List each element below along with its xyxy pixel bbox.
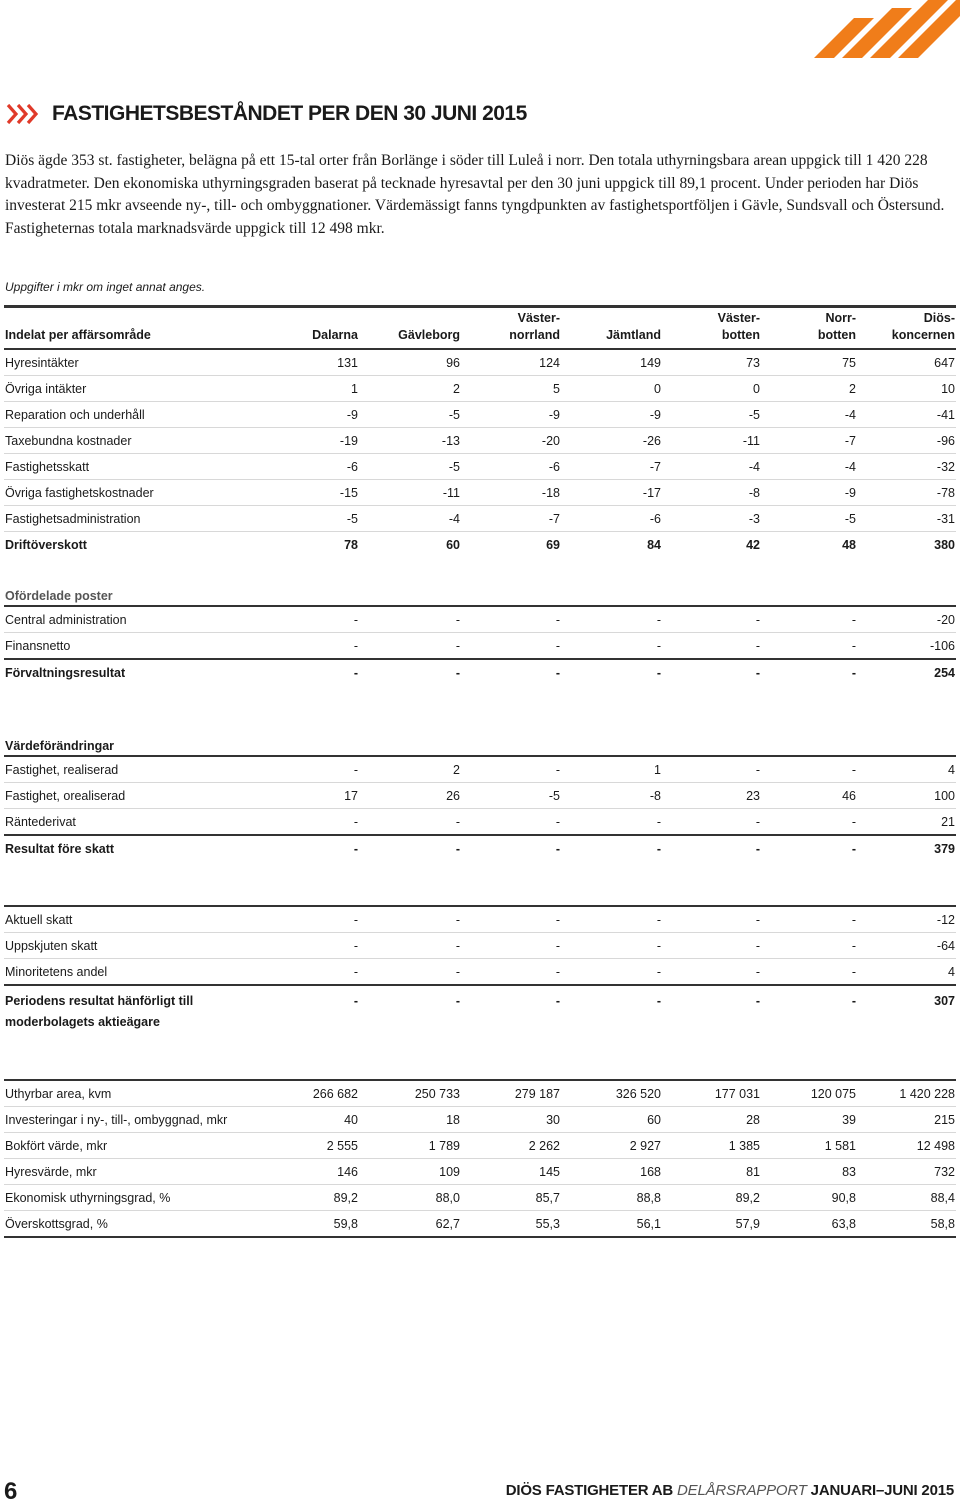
cell-value: -8 [662, 480, 761, 506]
table-row [4, 1133, 956, 1159]
cell-value: 26 [359, 783, 461, 809]
cell-value: -4 [359, 506, 461, 532]
row-label: Minoritetens andel [4, 959, 274, 986]
cell-value: 326 520 [561, 1080, 662, 1107]
cell-value: 5 [461, 376, 561, 402]
row-label: Reparation och underhåll [4, 402, 274, 428]
cell-value: 89,2 [662, 1185, 761, 1211]
cell-value: 0 [662, 376, 761, 402]
cell-value: 96 [359, 349, 461, 376]
cell-value: -5 [761, 506, 857, 532]
cell-value: -32 [857, 454, 956, 480]
cell-value: 124 [461, 349, 561, 376]
cell-value: - [359, 633, 461, 660]
table-row [4, 1080, 956, 1107]
cell-value: 75 [761, 349, 857, 376]
cell-value: 39 [761, 1107, 857, 1133]
cell-value: 83 [761, 1159, 857, 1185]
cell-value: - [662, 906, 761, 933]
cell-value: 84 [647, 537, 661, 552]
row-label: Uthyrbar area, kvm [4, 1080, 274, 1107]
cell-value: - [761, 756, 857, 783]
cell-value: - [851, 841, 856, 856]
cell-value: 266 682 [274, 1080, 359, 1107]
cell-value: - [561, 933, 662, 959]
company-logo [812, 0, 960, 58]
cell-value: 1 [561, 756, 662, 783]
cell-value: - [761, 933, 857, 959]
cell-value: -9 [461, 402, 561, 428]
cell-value: - [851, 665, 856, 680]
cell-value: - [274, 809, 359, 836]
cell-value: - [359, 933, 461, 959]
chevrons-icon [6, 103, 44, 125]
cell-value: 57,9 [662, 1211, 761, 1238]
cell-value: 55,3 [461, 1211, 561, 1238]
cell-value: 42 [746, 537, 760, 552]
cell-value: 63,8 [761, 1211, 857, 1238]
cell-value: - [656, 841, 661, 856]
cell-value: - [274, 933, 359, 959]
table-row [4, 376, 956, 402]
table-row [4, 506, 956, 532]
cell-value: 732 [857, 1159, 956, 1185]
table-row [4, 402, 956, 428]
cell-value: -6 [274, 454, 359, 480]
table-row [4, 1107, 956, 1133]
cell-value: 1 [274, 376, 359, 402]
cell-value: 380 [934, 537, 955, 552]
cell-value: 2 927 [561, 1133, 662, 1159]
section-title: Värdeförändringar [4, 729, 956, 756]
cell-value: 647 [857, 349, 956, 376]
cell-value: 88,0 [359, 1185, 461, 1211]
cell-value: 131 [274, 349, 359, 376]
cell-value: 0 [561, 376, 662, 402]
header-column: Norr- botten [761, 307, 857, 350]
cell-value: 100 [857, 783, 956, 809]
cell-value: -26 [561, 428, 662, 454]
cell-value: -96 [857, 428, 956, 454]
row-label: Resultat före skatt [5, 841, 115, 856]
table-row [4, 783, 956, 809]
cell-value: -64 [857, 933, 956, 959]
cell-value: - [461, 633, 561, 660]
cell-value: 120 075 [761, 1080, 857, 1107]
cell-value: - [561, 959, 662, 986]
header-label: Indelat per affärsområde [4, 307, 274, 350]
cell-value: - [461, 933, 561, 959]
cell-value: - [755, 841, 760, 856]
cell-value: - [761, 809, 857, 836]
cell-value: - [761, 906, 857, 933]
cell-value: - [274, 959, 359, 986]
cell-value: 88,8 [561, 1185, 662, 1211]
header-column: Väster- norrland [461, 307, 561, 350]
cell-value: 73 [662, 349, 761, 376]
cell-value: 21 [857, 809, 956, 836]
row-label: Fastighet, realiserad [4, 756, 274, 783]
row-label: Investeringar i ny-, till-, ombyggnad, mkr [4, 1107, 274, 1133]
cell-value: - [761, 633, 857, 660]
section-title-row [4, 579, 956, 606]
table-row [4, 454, 956, 480]
total-row [4, 532, 956, 558]
cell-value: - [353, 841, 358, 856]
cell-value: 17 [274, 783, 359, 809]
cell-value: -5 [662, 402, 761, 428]
cell-value: - [353, 994, 358, 1008]
footer-text [506, 1482, 954, 1499]
cell-value: 307 [934, 994, 955, 1008]
cell-value: 4 [857, 959, 956, 986]
table-row [4, 906, 956, 933]
cell-value: 1 420 228 [857, 1080, 956, 1107]
cell-value: -7 [461, 506, 561, 532]
cell-value: - [461, 959, 561, 986]
cell-value: 30 [461, 1107, 561, 1133]
cell-value: 46 [761, 783, 857, 809]
footer-company: DIÖS FASTIGHETER AB [505, 1482, 674, 1499]
cell-value: - [555, 841, 560, 856]
spacer-row [4, 685, 956, 707]
cell-value: -12 [857, 906, 956, 933]
cell-value: 90,8 [761, 1185, 857, 1211]
table-row [4, 1159, 956, 1185]
cell-value: - [662, 756, 761, 783]
cell-value: - [662, 809, 761, 836]
cell-value: - [662, 933, 761, 959]
cell-value: -20 [857, 606, 956, 633]
table-row [4, 480, 956, 506]
spacer-row [4, 707, 956, 729]
cell-value: 23 [662, 783, 761, 809]
cell-value: -5 [274, 506, 359, 532]
cell-value: 2 [359, 376, 461, 402]
cell-value: - [461, 756, 561, 783]
spacer-row [4, 557, 956, 579]
cell-value: 40 [274, 1107, 359, 1133]
cell-value: -5 [359, 402, 461, 428]
cell-value: - [461, 809, 561, 836]
header-column: Dalarna [274, 307, 359, 350]
total-row [4, 985, 956, 1035]
cell-value: - [755, 994, 760, 1008]
header-column: Gävleborg [359, 307, 461, 350]
intro-paragraph: Diös ägde 353 st. fastigheter, belägna på ett 15-tal orter från Borlänge i söder till Luleå i norr. Den totala uthyrningsbara arean uppgick till 1 420 228 kvadratmeter. Den ekonomiska uthyrningsgraden baserat på tecknade hyresavtal per den 30 juni uppgick till 89,1 procent. Under perioden har Diös investerat 215 mkr avseende ny-, till- och ombyggnationer. Värdemässigt fanns tyngdpunkten av fastighetsportföljen i Gävle, Sundsvall och Östersund. Fastigheternas totala marknadsvärde uppgick till 12 498 mkr. [5, 152, 945, 237]
row-label: Bokfört värde, mkr [4, 1133, 274, 1159]
row-label: Räntederivat [4, 809, 274, 836]
cell-value: 1 385 [662, 1133, 761, 1159]
cell-value: -5 [461, 783, 561, 809]
cell-value: -9 [761, 480, 857, 506]
cell-value: - [662, 959, 761, 986]
cell-value: - [555, 665, 560, 680]
cell-value: 145 [461, 1159, 561, 1185]
row-label: Aktuell skatt [4, 906, 274, 933]
cell-value: -5 [359, 454, 461, 480]
cell-value: - [656, 665, 661, 680]
cell-value: -6 [461, 454, 561, 480]
cell-value: -106 [857, 633, 956, 660]
cell-value: - [455, 841, 460, 856]
cell-value: - [359, 606, 461, 633]
cell-value: - [274, 756, 359, 783]
cell-value: 18 [359, 1107, 461, 1133]
cell-value: - [461, 606, 561, 633]
cell-value: 85,7 [461, 1185, 561, 1211]
cell-value: -6 [561, 506, 662, 532]
cell-value: -9 [274, 402, 359, 428]
table-row [4, 1185, 956, 1211]
row-label: Förvaltningsresultat [5, 665, 126, 680]
cell-value: 379 [934, 841, 955, 856]
cell-value: 48 [842, 537, 856, 552]
cell-value: 215 [857, 1107, 956, 1133]
cell-value: - [359, 906, 461, 933]
footer-report: DELÅRSRAPPORT [677, 1482, 807, 1499]
section-heading [6, 100, 527, 128]
cell-value: 109 [359, 1159, 461, 1185]
cell-value: 59,8 [274, 1211, 359, 1238]
cell-value: 69 [546, 537, 560, 552]
table-row [4, 959, 956, 986]
cell-value: 2 [761, 376, 857, 402]
cell-value: 4 [857, 756, 956, 783]
cell-value: - [761, 959, 857, 986]
row-label: Fastighet, orealiserad [4, 783, 274, 809]
cell-value: - [662, 606, 761, 633]
page-title: FASTIGHETSBESTÅNDET PER DEN 30 JUNI 2015 [52, 102, 527, 125]
total-row [4, 659, 956, 685]
cell-value: 2 555 [274, 1133, 359, 1159]
page-number: 6 [4, 1478, 18, 1505]
row-label: Periodens resultat hänförligt till moderbolagets aktieägare [5, 994, 194, 1029]
spacer-row [4, 1035, 956, 1080]
cell-value: -7 [761, 428, 857, 454]
header-column: Jämtland [561, 307, 662, 350]
row-label: Taxebundna kostnader [4, 428, 274, 454]
cell-value: -20 [461, 428, 561, 454]
cell-value: 149 [561, 349, 662, 376]
cell-value: 81 [662, 1159, 761, 1185]
cell-value: 62,7 [359, 1211, 461, 1238]
header-column: Diös- koncernen [857, 307, 956, 350]
cell-value: - [274, 633, 359, 660]
cell-value: 10 [857, 376, 956, 402]
row-label: Övriga fastighetskostnader [4, 480, 274, 506]
row-label: Hyresvärde, mkr [4, 1159, 274, 1185]
row-label: Finansnetto [4, 633, 274, 660]
cell-value: - [359, 959, 461, 986]
cell-value: -19 [274, 428, 359, 454]
cell-value: - [455, 994, 460, 1008]
cell-value: 60 [561, 1107, 662, 1133]
cell-value: -17 [561, 480, 662, 506]
cell-value: 254 [934, 665, 955, 680]
cell-value: - [359, 809, 461, 836]
row-label: Hyresintäkter [4, 349, 274, 376]
cell-value: 56,1 [561, 1211, 662, 1238]
table-row [4, 633, 956, 660]
section-title: Ofördelade poster [4, 579, 956, 606]
cell-value: - [561, 606, 662, 633]
cell-value: -3 [662, 506, 761, 532]
row-label: Fastighetsadministration [4, 506, 274, 532]
cell-value: -78 [857, 480, 956, 506]
cell-value: - [561, 809, 662, 836]
cell-value: - [561, 633, 662, 660]
cell-value: 78 [344, 537, 358, 552]
cell-value: 146 [274, 1159, 359, 1185]
total-row [4, 835, 956, 861]
table-row [4, 809, 956, 836]
cell-value: -41 [857, 402, 956, 428]
cell-value: - [656, 994, 661, 1008]
cell-value: 28 [662, 1107, 761, 1133]
table-row [4, 756, 956, 783]
cell-value: 2 262 [461, 1133, 561, 1159]
table-row [4, 1211, 956, 1238]
table-row [4, 428, 956, 454]
table-row [4, 933, 956, 959]
cell-value: - [274, 606, 359, 633]
table-header-row [4, 307, 956, 350]
header-column: Väster- botten [662, 307, 761, 350]
cell-value: -8 [561, 783, 662, 809]
cell-value: -9 [561, 402, 662, 428]
cell-value: - [755, 665, 760, 680]
footer-period: JANUARI–JUNI 2015 [810, 1482, 954, 1499]
cell-value: 279 187 [461, 1080, 561, 1107]
cell-value: 2 [359, 756, 461, 783]
cell-value: 88,4 [857, 1185, 956, 1211]
table-row [4, 349, 956, 376]
row-label: Central administration [4, 606, 274, 633]
cell-value: -4 [761, 454, 857, 480]
cell-value: 250 733 [359, 1080, 461, 1107]
cell-value: 89,2 [274, 1185, 359, 1211]
cell-value: - [662, 633, 761, 660]
cell-value: - [851, 994, 856, 1008]
cell-value: -15 [274, 480, 359, 506]
cell-value: 1 581 [761, 1133, 857, 1159]
cell-value: 58,8 [857, 1211, 956, 1238]
cell-value: - [761, 606, 857, 633]
cell-value: -4 [662, 454, 761, 480]
cell-value: -4 [761, 402, 857, 428]
cell-value: -11 [662, 428, 761, 454]
cell-value: -31 [857, 506, 956, 532]
cell-value: - [561, 906, 662, 933]
spacer-row [4, 861, 956, 906]
cell-value: - [353, 665, 358, 680]
cell-value: -7 [561, 454, 662, 480]
cell-value: -11 [359, 480, 461, 506]
table-row [4, 606, 956, 633]
cell-value: -18 [461, 480, 561, 506]
cell-value: - [274, 906, 359, 933]
segment-table [4, 305, 956, 1238]
row-label: Uppskjuten skatt [4, 933, 274, 959]
row-label: Övriga intäkter [4, 376, 274, 402]
units-note: Uppgifter i mkr om inget annat anges. [5, 280, 206, 294]
cell-value: -13 [359, 428, 461, 454]
cell-value: 60 [446, 537, 460, 552]
cell-value: - [461, 906, 561, 933]
cell-value: 12 498 [857, 1133, 956, 1159]
row-label: Fastighetsskatt [4, 454, 274, 480]
row-label: Överskottsgrad, % [4, 1211, 274, 1238]
cell-value: 1 789 [359, 1133, 461, 1159]
cell-value: 168 [561, 1159, 662, 1185]
section-title-row [4, 729, 956, 756]
cell-value: 177 031 [662, 1080, 761, 1107]
row-label: Driftöverskott [5, 537, 87, 552]
cell-value: - [455, 665, 460, 680]
row-label: Ekonomisk uthyrningsgrad, % [4, 1185, 274, 1211]
cell-value: - [555, 994, 560, 1008]
